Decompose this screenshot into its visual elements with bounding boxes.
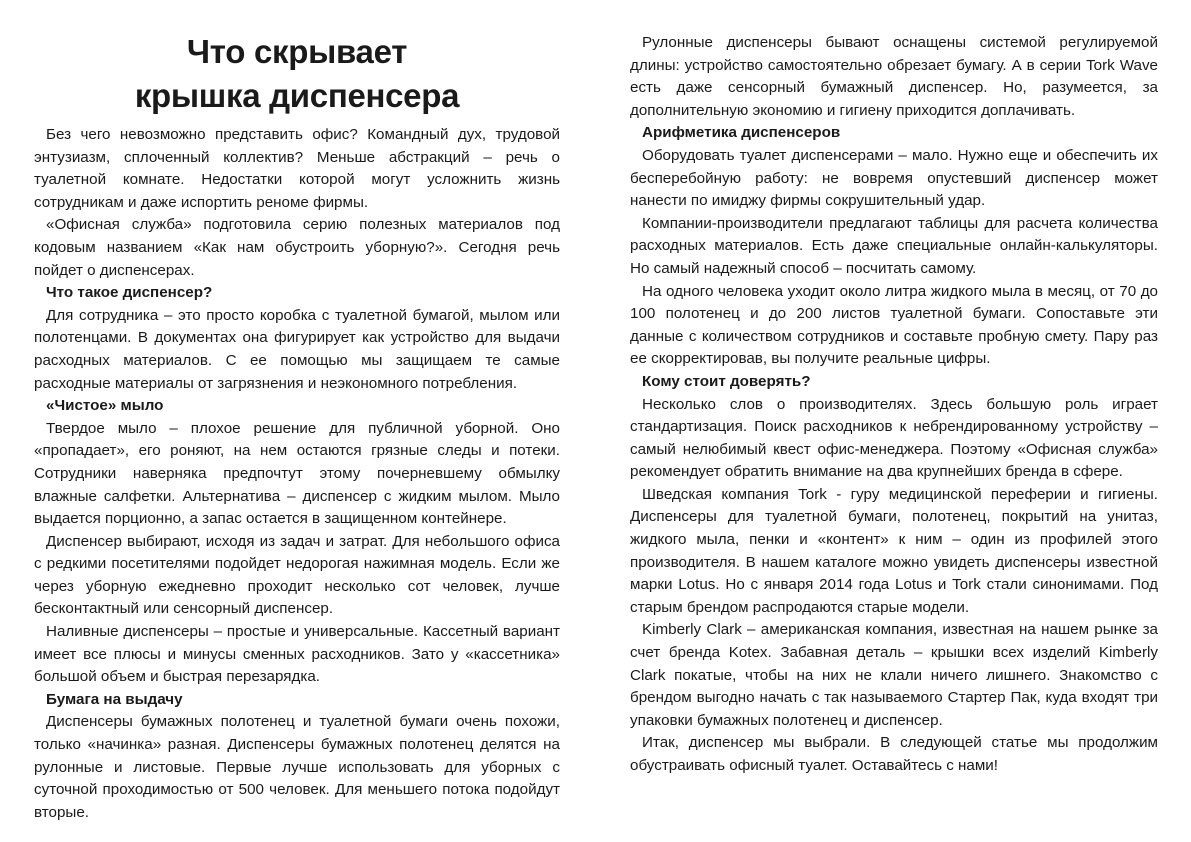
section-heading: «Чистое» мыло [46,397,164,415]
article-title [34,30,560,118]
paragraph: Твердое мыло – плохое решение для публичной уборной. Оно «пропадает», его роняют, на нем остаются грязные следы и потеки. Сотрудники наверняка предпочтут этому почерневшему обмылку влажные салфетки. Альтернатива – диспенсер с жидким мылом. Мыло выдается порционно, а запас остается в защищенном контейнере. [34,419,560,528]
paragraph: Диспенсеры бумажных полотенец и туалетной бумаги очень похожи, только «начинка» разная. Диспенсеры бумажных полотенец делятся на рулонные и листовые. Первые лучше использовать для уборных с суточной проходимостью от 500 человек. Для меньшего потока подойдут вторые. [34,713,560,821]
section-heading: Арифметика диспенсеров [642,124,841,142]
paragraph: На одного человека уходит около литра жидкого мыла в месяц, от 70 до 100 полотенец и до 200 листов туалетной бумаги. Сопоставьте эти данные с количеством сотрудников и составьте пробную смету. Пару раз ее скорректировав, вы получите реальные цифры. [630,282,1158,368]
paragraph: Наливные диспенсеры – простые и универсальные. Кассетный вариант имеет все плюсы и минусы сменных расходников. Зато у «кассетника» большой объем и быстрая перезарядка. [34,623,560,686]
right-column [630,32,1158,778]
title-line-2: крышка диспенсера [134,77,460,114]
paragraph: Без чего невозможно представить офис? Командный дух, трудовой энтузиазм, сплоченный коллектив? Меньше абстракций – речь о туалетной комнате. Недостатки которой могут усложнить жизнь сотрудникам и даже испортить реноме фирмы. [34,126,560,211]
paragraph: Рулонные диспенсеры бывают оснащены системой регулируемой длины: устройство самостоятельно обрезает бумагу. А в серии Tork Wave есть даже сенсорный бумажный диспенсер. Но, разумеется, за дополнительную экономию и гигиену приходится доплачивать. [630,34,1158,119]
paragraph: Диспенсер выбирают, исходя из задач и затрат. Для небольшого офиса с редкими посетителями подойдет недорогая нажимная модель. Если же через уборную ежедневно проходит несколько сот человек, лучше бесконтактный или сенсорный диспенсер. [34,532,560,618]
left-column [34,30,560,824]
paragraph: Шведская компания Tork - гуру медицинской переферии и гигиены. Диспенсеры для туалетной бумаги, полотенец, покрытий на унитаз, жидкого мыла, пенки и «контент» к ним – один из профилей этого производителя. В нашем каталоге можно увидеть диспенсеры известной марки Lotus. Но с января 2014 года Lotus и Tork стали синонимами. Под старым брендом распродаются старые модели. [630,485,1158,616]
paragraph: Итак, диспенсер мы выбрали. В следующей статье мы продолжим обустраивать офисный туалет. Оставайтесь с нами! [630,734,1158,774]
paragraph: «Офисная служба» подготовила серию полезных материалов под кодовым названием «Как нам обустроить уборную?». Сегодня речь пойдет о диспенсерах. [34,216,560,279]
paragraph: Оборудовать туалет диспенсерами – мало. Нужно еще и обеспечить их бесперебойную работу: не вовремя опустевший диспенсер может нанести по имиджу фирмы сокрушительный удар. [630,146,1158,210]
section-heading: Бумага на выдачу [46,690,183,708]
title-line-1: Что скрывает [186,33,408,70]
paragraph: Несколько слов о производителях. Здесь большую роль играет стандартизация. Поиск расходников к небрендированному устройству – самый нелюбимый квест офис-менеджера. Поэтому «Офисная служба» рекомендует обратить внимание на два крупнейших бренда в сфере. [630,395,1158,481]
paragraph: Компании-производители предлагают таблицы для расчета количества расходных материалов. Есть даже специальные онлайн-калькуляторы. Но самый надежный способ – посчитать самому. [630,214,1158,277]
section-heading: Кому стоит доверять? [642,372,811,390]
paragraph: Kimberly Clark – американская компания, известная на нашем рынке за счет бренда Kotex. Забавная деталь – крышки всех изделий Kimberly Clark покатые, чтобы на них не клали ничего лишнего. Знакомство с брендом выгодно начать с так называемого Стартер Пак, куда входят три упаковки бумажных полотенец и диспенсер. [630,621,1158,729]
paragraph: Для сотрудника – это просто коробка с туалетной бумагой, мылом или полотенцами. В документах она фигурирует как устройство для выдачи расходных материалов. С ее помощью мы защищаем те самые расходные материалы от загрязнения и неэкономного потребления. [34,306,560,392]
section-heading: Что такое диспенсер? [46,284,213,302]
